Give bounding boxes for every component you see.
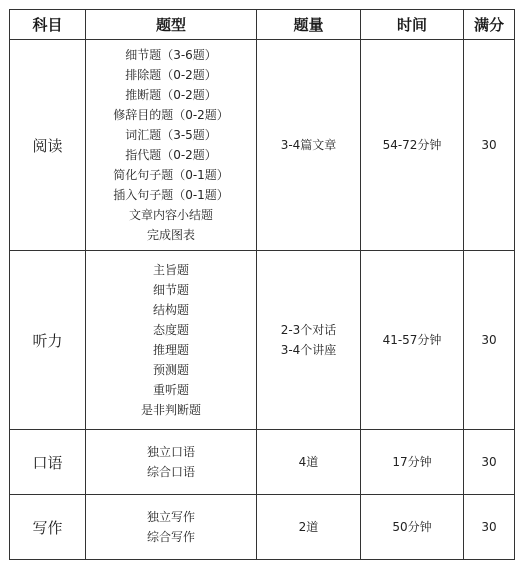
question-type: 词汇题（3-5题） [125, 128, 217, 142]
subject-cell: 写作 [10, 495, 86, 560]
question-type: 综合口语 [146, 465, 195, 479]
question-type: 完成图表 [146, 228, 195, 242]
question-type: 推断题（0-2题） [125, 88, 217, 102]
header-full-score: 满分 [464, 10, 515, 40]
question-type: 结构题 [152, 303, 189, 317]
question-type: 独立口语 [146, 445, 195, 459]
subject-cell: 阅读 [10, 40, 86, 251]
subject-cell: 口语 [10, 430, 86, 495]
question-types-cell [86, 430, 257, 495]
question-types-cell [86, 40, 257, 251]
header-question-types: 题型 [86, 10, 257, 40]
quantity-cell [257, 40, 361, 251]
quantity-cell [257, 495, 361, 560]
header-subject: 科目 [10, 10, 86, 40]
quantity-value: 3-4个讲座 [280, 343, 337, 357]
quantity-value: 4道 [298, 455, 319, 469]
question-type: 文章内容小结题 [128, 208, 213, 222]
quantity-value: 2道 [298, 520, 319, 534]
question-type: 推理题 [152, 343, 189, 357]
question-type: 简化句子题（0-1题） [113, 168, 229, 182]
question-types-cell [86, 251, 257, 430]
question-type: 预测题 [152, 363, 189, 377]
subject-cell: 听力 [10, 251, 86, 430]
question-type: 态度题 [152, 323, 189, 337]
quantity-cell [257, 430, 361, 495]
score-cell: 30 [464, 251, 515, 430]
time-cell: 17分钟 [361, 430, 464, 495]
question-type: 排除题（0-2题） [125, 68, 217, 82]
question-types-cell [86, 495, 257, 560]
score-cell: 30 [464, 40, 515, 251]
question-type: 修辞目的题（0-2题） [113, 108, 229, 122]
time-cell: 41-57分钟 [361, 251, 464, 430]
table-row-speaking [10, 430, 515, 495]
time-cell: 50分钟 [361, 495, 464, 560]
question-type: 指代题（0-2题） [125, 148, 217, 162]
question-type: 细节题（3-6题） [125, 48, 217, 62]
question-type: 是非判断题 [140, 403, 201, 417]
score-cell: 30 [464, 495, 515, 560]
question-type: 重听题 [152, 383, 189, 397]
quantity-value: 3-4篇文章 [280, 138, 337, 152]
header-quantity: 题量 [257, 10, 361, 40]
table-row-reading [10, 40, 515, 251]
question-type: 独立写作 [146, 510, 195, 524]
table-row-writing [10, 495, 515, 560]
table-header-row [10, 10, 515, 40]
header-time: 时间 [361, 10, 464, 40]
table-row-listening [10, 251, 515, 430]
exam-structure-table [9, 9, 515, 560]
quantity-value: 2-3个对话 [280, 323, 337, 337]
question-type: 细节题 [152, 283, 189, 297]
quantity-cell [257, 251, 361, 430]
question-type: 综合写作 [146, 530, 195, 544]
time-cell: 54-72分钟 [361, 40, 464, 251]
question-type: 插入句子题（0-1题） [113, 188, 229, 202]
score-cell: 30 [464, 430, 515, 495]
question-type: 主旨题 [152, 263, 189, 277]
